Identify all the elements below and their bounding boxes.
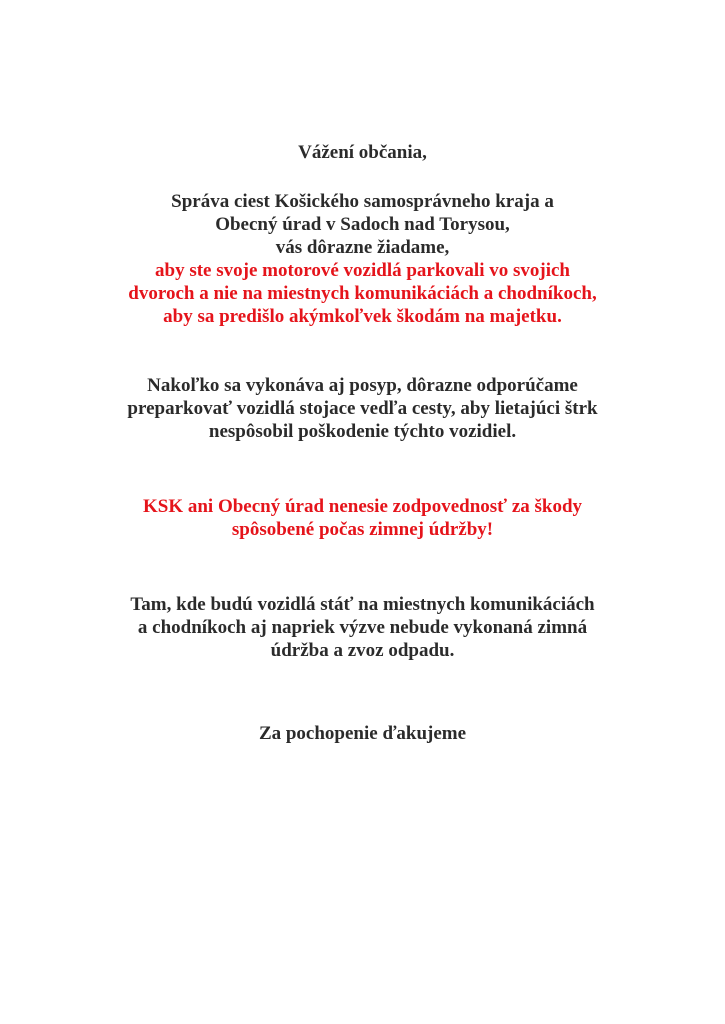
liability-line-2: spôsobené počas zimnej údržby! — [231, 519, 494, 540]
gravel-line-1: Nakoľko sa vykonáva aj posyp, dôrazne odporúčame — [147, 375, 578, 396]
greeting-text: Vážení občania, — [298, 142, 427, 163]
appeal-line-1: Správa ciest Košického samosprávneho kraja a — [171, 191, 554, 212]
gravel-line-2: preparkovať vozidlá stojace vedľa cesty, aby lietajúci štrk — [127, 398, 598, 419]
appeal-red-line-3: aby sa predišlo akýmkoľvek škodám na majetku. — [163, 306, 562, 327]
gravel-line-3: nespôsobil poškodenie týchto vozidiel. — [208, 421, 517, 442]
appeal-red-line-1: aby ste svoje motorové vozidlá parkovali vo svojich — [155, 260, 570, 281]
appeal-line-3: vás dôrazne žiadame, — [275, 237, 450, 258]
warning-line-1: Tam, kde budú vozidlá stáť na miestnych komunikáciách — [130, 594, 595, 615]
maintenance-warning-block — [0, 593, 725, 662]
appeal-red-line-2: dvoroch a nie na miestnych komunikáciách a chodníkoch, — [128, 283, 597, 304]
liability-notice-block — [0, 495, 725, 541]
warning-line-3: údržba a zvoz odpadu. — [270, 640, 455, 661]
closing-block — [0, 722, 725, 745]
greeting-block — [0, 141, 725, 164]
appeal-block — [0, 190, 725, 328]
warning-line-2: a chodníkoch aj napriek výzve nebude vykonaná zimná — [137, 617, 588, 638]
appeal-line-2: Obecný úrad v Sadoch nad Torysou, — [215, 214, 510, 235]
liability-line-1: KSK ani Obecný úrad nenesie zodpovednosť za škody — [142, 496, 583, 517]
gravel-notice-block — [0, 374, 725, 443]
closing-text: Za pochopenie ďakujeme — [258, 723, 467, 744]
